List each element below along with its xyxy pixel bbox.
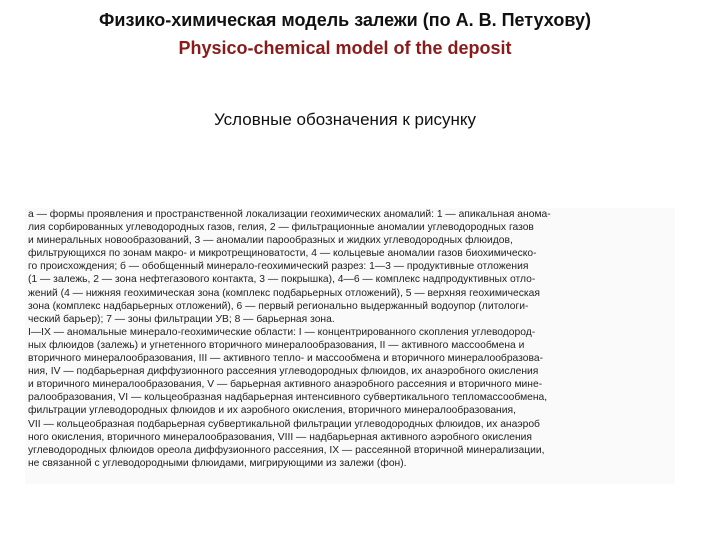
legend-line: ного окисления, вторичного минералообразования, VIII — надбарьерная активного аэробного окисления (28, 431, 532, 443)
legend-line: не связанной с углеводородными флюидами, мигрирующими из залежи (фон). (28, 457, 407, 469)
legend-line: и минеральных новообразований, 3 — аномалии парообразных и жидких углеводородных флюидов, (28, 235, 513, 247)
legend-line: I—IX — аномальные минерало-геохимические области: I — концентрированного скопления углеводород- (28, 326, 536, 338)
legend-line: ралообразования, VI — кольцеобразная надбарьерная интенсивного субвертикального тепломассообмена, (28, 392, 548, 404)
legend-line: фильтрации углеводородных флюидов и их аэробного окисления, вторичного минералообразования, (28, 405, 516, 417)
legend-line: жений (4 — нижняя геохимическая зона (комплекс подбарьерных отложений), 5 — верхняя геохимическая (28, 287, 540, 299)
legend-line: ных флюидов (залежь) и угнетенного вторичного минералообразования, II — активного массообмена и (28, 339, 525, 351)
scanned-legend-image (25, 208, 675, 484)
legend-line: ния, IV — подбарьерная диффузионного рассеяния углеводородных флюидов, их анаэробного окисления (28, 366, 539, 378)
legend-line: (1 — залежь, 2 — зона нефтегазового контакта, 3 — покрышка), 4—6 — комплекс надпродуктивных отло- (28, 274, 536, 286)
legend-caption: Условные обозначения к рисунку (213, 110, 476, 129)
legend-line: зона (комплекс надбарьерных отложений), 6 — первый регионально выдержанный водоупор (литологи- (28, 300, 529, 312)
legend-line: вторичного минералообразования, III — активного тепло- и массообмена и вторичного минералообразова- (28, 353, 544, 365)
legend-line: а — формы проявления и пространственной локализации геохимических аномалий: 1 — апикальная анома- (28, 209, 551, 220)
legend-line: VII — кольцеобразная подбарьерная субвертикальной фильтрации углеводородных флюидов, их анаэроб (28, 418, 540, 430)
legend-line: ческий барьер); 7 — зоны фильтрации УВ; 8 — барьерная зона. (28, 313, 335, 325)
legend-line: го происхождения; б — обобщенный минерало-геохимический разрез: 1—3 — продуктивные отложения (28, 261, 529, 273)
legend-line: углеводородных флюидов ореола диффузионного рассеяния, IX — рассеянной вторичной минерализации, (28, 444, 545, 456)
legend-line: лия сорбированных углеводородных газов, гелия, 2 — фильтрационные аномалии углеводородных газов (28, 222, 534, 234)
legend-line: и вторичного минералообразования, V — барьерная активного анаэробного рассеяния и вторичного мине- (28, 379, 543, 391)
legend-line: фильтрующихся по зонам макро- и микротрещиноватости, 4 — кольцевые аномалии газов биохимическо- (28, 248, 537, 260)
legend-text-block (25, 208, 675, 470)
page-title-ru: Физико-химическая модель залежи (по А. В. Петухову) (99, 10, 591, 30)
page-title-en: Physico-chemical model of the deposit (178, 38, 512, 58)
